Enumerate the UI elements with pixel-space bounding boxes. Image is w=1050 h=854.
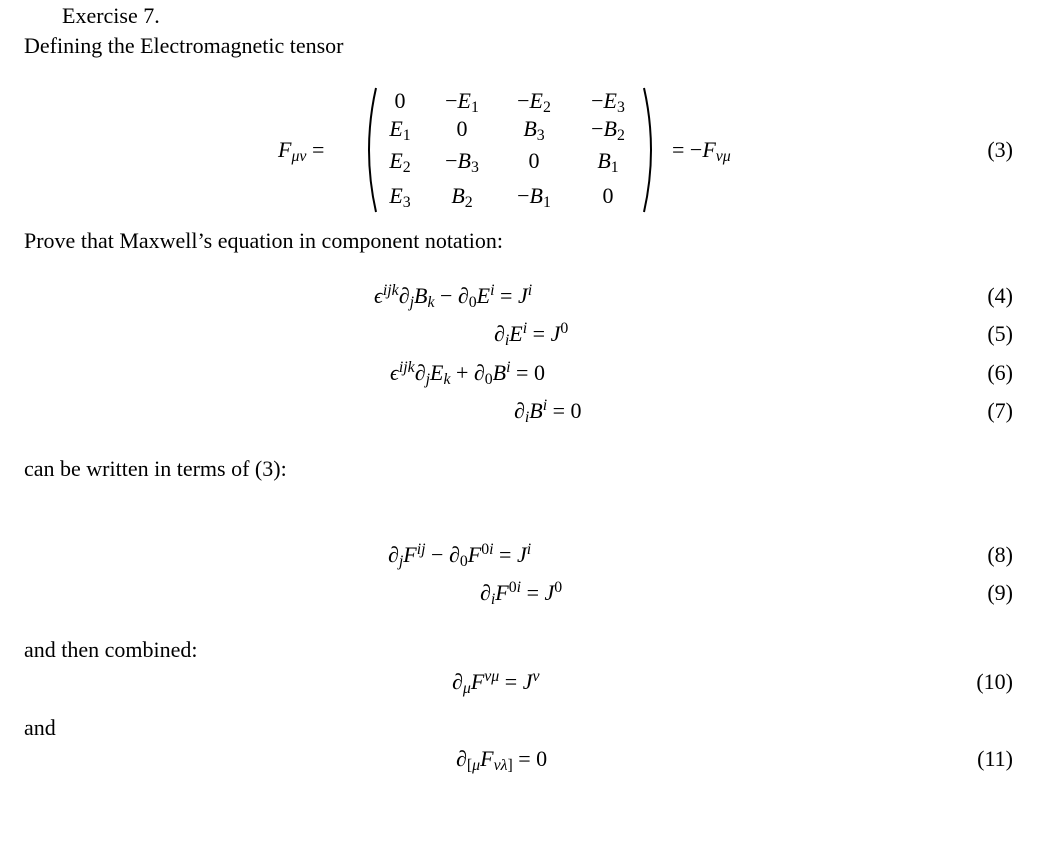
matrix-cell: $-E_2$ [517,88,551,117]
equation-10: $\partial_\mu F^{\nu\mu} = J^\nu$ [452,668,540,698]
prove-text: Prove that Maxwell’s equation in component notation: [24,228,504,253]
equation-number: (6) [987,360,1013,385]
matrix-cell: $B_2$ [451,183,473,212]
tensor-matrix [360,90,660,220]
equation-9: $\partial_iF^{0i} = J^0$ [480,579,563,609]
combined-text: and then combined: [24,637,198,662]
intro-text: Defining the Electromagnetic tensor [24,33,344,58]
exercise-title: Exercise 7. [62,3,160,28]
matrix-cell: $-B_2$ [591,116,625,145]
tensor-rhs: = $-F_{\nu\mu}$ [672,137,731,166]
matrix-cell: $-E_3$ [591,88,625,117]
equation-number: (4) [987,283,1013,308]
equation-number: (3) [987,137,1013,162]
equation-number: (11) [977,746,1013,771]
equation-number: (7) [987,398,1013,423]
equation-8: $\partial_jF^{ij} - \partial_0F^{0i} = J^i$ [388,541,532,571]
equation-number: (8) [987,542,1013,567]
written-text: can be written in terms of (3): [24,456,287,481]
matrix-cell: $B_1$ [597,148,619,177]
matrix-cell: $-E_1$ [445,88,479,117]
matrix-cell: 0 [602,183,614,208]
equation-number: (10) [976,669,1013,694]
matrix-cell: $E_2$ [389,148,411,177]
matrix-cell: $-B_1$ [517,183,551,212]
matrix-cell: $E_3$ [389,183,411,212]
equation-number: (9) [987,580,1013,605]
matrix-cell: 0 [456,116,468,141]
tensor-lhs: $F_{\mu\nu}$ = [278,137,325,166]
matrix-cell: 0 [394,88,406,113]
matrix-cell: 0 [528,148,540,173]
equation-7: $\partial_iB^i = 0$ [514,397,582,427]
equation-6: $\epsilon^{ijk}\partial_jE_k + \partial_0B^i = 0$ [390,359,545,389]
equation-number: (5) [987,321,1013,346]
equation-4: $\epsilon^{ijk}\partial_jB_k - \partial_0E^i = J^i$ [374,282,533,312]
and-text: and [24,715,56,740]
equation-11: $\partial_{[\mu}F_{\nu\lambda]} = 0$ [456,746,548,775]
equation-5: $\partial_iE^i = J^0$ [494,320,569,350]
matrix-cell: $E_1$ [389,116,411,145]
matrix-cell: $-B_3$ [445,148,479,177]
matrix-cell: $B_3$ [523,116,545,145]
